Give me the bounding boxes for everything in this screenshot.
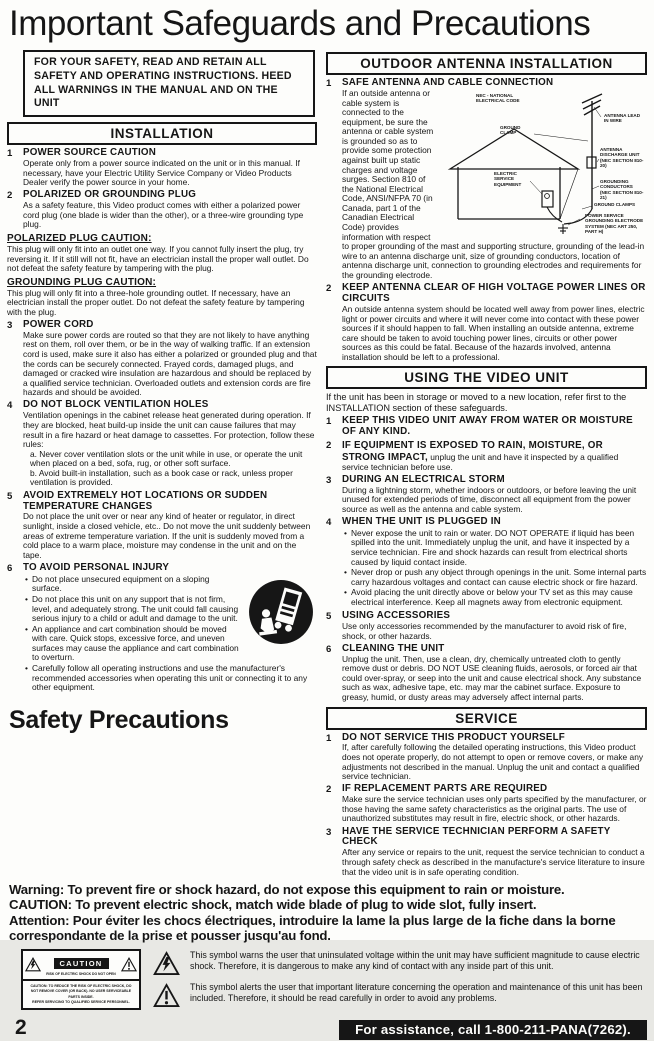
lightning-symbol-row (153, 950, 645, 976)
installation-header: INSTALLATION (7, 122, 317, 145)
item-text: After any service or repairs to the unit, request the service technician to conduct a through safety check as described in the manufacture's service literature to insure that the video unit is in safe operating condition. (342, 847, 645, 877)
exclamation-triangle-icon (121, 957, 137, 972)
item-heading: USING ACCESSORIES (342, 610, 451, 622)
grounding-plug-caution-heading: GROUNDING PLUG CAUTION: (7, 276, 157, 288)
service-item-3 (326, 827, 647, 878)
item-number: 5 (7, 490, 13, 502)
item-text: Operate only from a power source indicated on the unit or in this manual. If necessary, have your Electric Utility Service Company or Video Products Dealer verify the power source in your home. (23, 158, 300, 188)
attention-line: Attention: Pour éviter les chocs électriques, introduire la lame la plus large de la fiche dans la borne correspondante de la prise et pousser jusqu'au fond. (9, 912, 616, 944)
warning-line: Warning: To prevent fire or shock hazard, do not expose this equipment to rain or moisture. (9, 881, 565, 897)
item-heading: DO NOT BLOCK VENTILATION HOLES (23, 399, 209, 411)
grounding-plug-caution-text: This plug will only fit into a three-hole grounding outlet. If necessary, have an electrician install the proper outlet. Do not defeat the safety feature by tampering with the plug. (7, 287, 305, 317)
bullet-item: • Carefully follow all operating instructions and use the manufacturer's recommended accessories when operating this unit or connecting it to any other equipment. (25, 664, 317, 693)
item-number: 2 (326, 440, 332, 452)
using-item-1 (326, 416, 647, 438)
assistance-footer-bar: For assistance, call 1-800-211-PANA(7262). (339, 1020, 647, 1040)
bullet-item: • Do not place unsecured equipment on a sloping surface. (25, 575, 317, 594)
literature-symbol-text: This symbol alerts the user that important literature concerning the operation and maintenance of this unit has been included. Therefore, it should be read carefully in order to avoid any problems. (190, 981, 643, 1003)
item-text: Make sure the service technician uses only parts specified by the manufacturer, or those having the same safety characteristics as the original parts. The use of unauthorized substitutes may result in fire, electric shock, or other hazards. (342, 794, 647, 824)
item-heading: HAVE THE SERVICE TECHNICIAN PERFORM A SAFETY CHECK (342, 825, 611, 848)
item-text: As a safety feature, this Video product comes with either a polarized power cord plug (one blade is wider than the other), or a three-wire grounding type plug. (23, 200, 304, 230)
item-text: Make sure power cords are routed so that they are not likely to have anything rest on them, roll over them, or be in the way of walking traffic. If an extension cord is used, make sure it also has either a polarized or grounded plug and that the cords can be securely connected. Frayed cords, damaged plugs, and damaged or cracked wire insulation are hazardous and should be replaced by a qualified service technician. Overloaded outlets and extension cords are fire hazards and should be avoided. (23, 329, 317, 398)
installation-item-2 (7, 190, 317, 230)
polarized-plug-caution-text: This plug will only fit into an outlet one way. If you cannot fully insert the plug, try reversing it. If it still will not fit, have an electrician install the proper wall outlet. Do not defeat the safety feature by tampering with the plug. (7, 243, 309, 274)
item-number: 1 (7, 148, 13, 160)
item-text: An outside antenna system should be located well away from power lines, electric light or power circuits and where it will never come into contact with these power sources if it should happen to fall. When installing an outside antenna, extreme care should be taken to avoid touching power lines, circuits or other power sources as this could be fatal. Because of the hazards involved, antenna installation should be left to a professional. (342, 303, 645, 362)
two-column-layout (7, 48, 647, 880)
item-number: 5 (326, 611, 332, 623)
installation-item-1 (7, 148, 317, 188)
outdoor-item-1 (326, 78, 647, 281)
page-footer (7, 1014, 647, 1041)
item-text: During a lightning storm, whether indoors or outdoors, or before leaving the unit unused for extended periods of time, disconnect all equipment from the power source as well as the antenna and cable system. (342, 484, 637, 514)
diagram-label-electric-service: ELECTRIC SERVICE EQUIPMENT (494, 170, 522, 187)
item-text: Unplug the unit. Then, use a clean, dry, chemically untreated cloth to gently remove dust or debris. DO NOT USE cleaning fluids, aerosols, or forced air that could over-spray, or seep into the unit and cause electrical shock. Any substance such as wax, adhesive tape, etc. may mar the cabinet surface. Exposure to greasy, humid, or dusty areas may adversely affect internal parts. (342, 653, 642, 702)
warning-statements (9, 882, 647, 944)
personal-injury-bullets (23, 575, 317, 693)
item-text: Do not place the unit over or near any kind of heater or regulator, in direct sunlight, inside a closed vehicle, etc.. Do not move the unit suddenly between areas of extreme temperature variation. If the unit is suddenly moved from a cold place to a warm place, moisture may condense in the unit and on the tape. (23, 511, 311, 560)
page-title: Important Safeguards and Precautions (9, 4, 591, 43)
lightning-triangle-icon (25, 957, 41, 972)
item-text: If, after carefully following the detailed operating instructions, this Video product does not operate properly, do not attempt to open or remove covers, or make any adjustments not described in the manual. Unplug the unit and contact a qualified service technician. (342, 742, 644, 782)
item-heading: SAFE ANTENNA AND CABLE CONNECTION (342, 77, 554, 88)
installation-item-3 (7, 320, 317, 398)
diagram-label-lead-in: ANTENNA LEAD IN WIRE (604, 112, 641, 124)
item-number: 2 (7, 190, 13, 202)
installation-item-4 (7, 400, 317, 488)
caution-label-title: CAUTION (54, 958, 109, 969)
outdoor-item-2 (326, 283, 647, 362)
item-heading: POLARIZED OR GROUNDING PLUG (23, 189, 197, 201)
diagram-label-discharge-unit: ANTENNA DISCHARGE UNIT (NEC SECTION 810-20) (600, 146, 644, 168)
item-heading: KEEP ANTENNA CLEAR OF HIGH VOLTAGE POWER LINES OR CIRCUITS (342, 282, 646, 304)
item-number: 1 (326, 78, 332, 89)
caution-line: CAUTION: To prevent electric shock, match wide blade of plug to wide slot, fully insert. (9, 897, 537, 913)
item-number: 2 (326, 784, 332, 796)
item-number: 4 (7, 400, 13, 412)
right-column (326, 48, 647, 880)
bullet-item: • Do not place this unit on any support that is not firm, level, and adequately strong. The unit could fall causing serious injury to a child or adult and damage to the unit. (25, 595, 317, 624)
exclamation-triangle-icon (153, 983, 180, 1008)
using-item-2 (326, 440, 647, 472)
service-header: SERVICE (326, 707, 647, 730)
caution-label-subtitle: RISK OF ELECTRIC SHOCK DO NOT OPEN (46, 971, 116, 976)
safety-notice-box: FOR YOUR SAFETY, READ AND RETAIN ALL SAFETY AND OPERATING INSTRUCTIONS. HEED ALL WARNINGS IN THE MANUAL AND ON THE UNIT (23, 50, 315, 117)
using-video-unit-header: USING THE VIDEO UNIT (326, 366, 647, 389)
bullet-item: • Never drop or push any object through openings in the unit. Some internal parts carry hazardous voltages and contact can cause electric shock or fire hazard. (344, 568, 647, 587)
item-text: Ventilation openings in the cabinet release heat generated during operation. If they are blocked, heat build-up inside the unit can cause failures that may result in a fire hazard or heat damage to cassettes. For protection, follow these rules: (23, 410, 315, 450)
bottom-row (21, 949, 645, 1014)
item-heading: POWER SOURCE CAUTION (23, 147, 156, 159)
item-number: 6 (326, 643, 332, 655)
ventilation-rule-a: a. Never cover ventilation slots or the unit while in use, or operate the unit when placed on a bed, sofa, rug, or other soft surface. (30, 448, 303, 469)
lightning-triangle-icon (153, 951, 180, 976)
caution-label-top (23, 951, 139, 981)
using-item-6 (326, 644, 647, 703)
diagram-label-power-service: POWER SERVICE GROUNDING ELECTRODE SYSTEM (NEC ART 250, PART H) (585, 212, 644, 234)
polarized-plug-caution-heading: POLARIZED PLUG CAUTION: (7, 232, 152, 244)
item-text-part2: size of grounding conductors, location of antenna discharge unit, connection to grounding electrodes and requirements for the grounding electrode. (342, 250, 642, 280)
outdoor-antenna-header: OUTDOOR ANTENNA INSTALLATION (326, 52, 647, 75)
antenna-grounding-diagram (442, 89, 647, 239)
item-text-continuation: unplug the unit and have it inspected by a qualified service technician before use. (342, 451, 619, 472)
using-item-3 (326, 475, 647, 515)
symbol-explanations (153, 949, 645, 1014)
item-heading: DO NOT SERVICE THIS PRODUCT YOURSELF (342, 731, 565, 743)
item-number: 1 (326, 415, 332, 427)
service-item-1 (326, 733, 647, 782)
item-heading: IF REPLACEMENT PARTS ARE REQUIRED (342, 783, 548, 795)
bullet-item: • Never expose the unit to rain or water. DO NOT OPERATE if liquid has been spilled into the unit. Immediately unplug the unit, and have it inspected by a service technician. Fire and shock hazards can result from electrical shorts caused by liquid contact inside. (344, 529, 647, 567)
item-heading: CLEANING THE UNIT (342, 642, 445, 654)
item-heading: TO AVOID PERSONAL INJURY (23, 561, 170, 573)
item-number: 2 (326, 283, 332, 295)
item-text: Use only accessories recommended by the manufacturer to avoid risk of fire, shock, or other hazards. (342, 621, 627, 641)
diagram-label-nec: NEC - NATIONAL ELECTRICAL CODE (476, 92, 520, 104)
bullet-item: • Avoid placing the unit directly above or below your TV set as this may cause electrical interference. Keep all magnets away from electronic equipment. (344, 588, 647, 607)
safety-precautions-heading: Safety Precautions (9, 705, 229, 734)
caution-label (21, 949, 141, 1010)
item-heading: WHEN THE UNIT IS PLUGGED IN (342, 515, 501, 527)
item-number: 3 (7, 319, 13, 331)
diagram-label-ground-clamps: GROUND CLAMPS (594, 201, 636, 207)
bullet-item: • An appliance and cart combination should be moved with care. Quick stops, excessive force, and uneven surfaces may cause the appliance and cart combination to overturn. (25, 625, 317, 663)
service-item-2 (326, 784, 647, 824)
plugged-in-bullets (342, 529, 647, 608)
diagram-label-grounding-conductors: GROUNDING CONDUCTORS (NEC SECTION 810-21) (600, 178, 644, 200)
item-text (342, 440, 647, 472)
caution-label-body (23, 981, 139, 1008)
item-number: 3 (326, 826, 332, 838)
item-heading: IF EQUIPMENT IS EXPOSED TO RAIN, MOISTURE, OR STRONG IMPACT, (342, 440, 603, 463)
installation-item-5 (7, 491, 317, 561)
lightning-symbol-text: This symbol warns the user that uninsulated voltage within the unit may have sufficient magnitude to cause electric shock. Therefore, it is dangerous to make any kind of contact with any inside part of this unit. (190, 949, 640, 971)
item-text-part1: If an outside antenna or cable system is connected to the equipment, be sure the antenna or cable system is grounded so as to provide some protection against built up static charges and voltage surges. Section 810 of the National Electrical Code, ANSI/NFPA 70 (in Canada, part 1 of the Canadian Electrical Code) provides information with respect to proper grounding of the mast and supporting structure, grounding of the lead-in wire to an antenna discharge unit, (342, 87, 645, 261)
item-heading: DURING AN ELECTRICAL STORM (342, 473, 505, 485)
item-heading: AVOID EXTREMELY HOT LOCATIONS OR SUDDEN TEMPERATURE CHANGES (23, 489, 268, 512)
item-heading: POWER CORD (23, 318, 94, 330)
using-item-5 (326, 611, 647, 641)
diagram-label-ground-clamp: GROUND CLAMP (500, 124, 521, 136)
item-number: 3 (326, 474, 332, 486)
left-column (7, 48, 317, 880)
installation-item-6 (7, 563, 317, 694)
using-intro: If the unit has been in storage or moved to a new location, refer first to the INSTALLATION section of these safeguards. (326, 392, 627, 413)
item-number: 4 (326, 516, 332, 528)
caution-label-text-1: CAUTION: TO REDUCE THE RISK OF ELECTRIC SHOCK, DO NOT REMOVE COVER (OR BACK). NO USER SERVICEABLE PARTS INSIDE. (30, 984, 132, 999)
item-number: 6 (7, 562, 13, 574)
item-number: 1 (326, 732, 332, 744)
ventilation-rule-b: b. Avoid built-in installation, such as a book case or rack, unless proper ventilation is provided. (30, 467, 293, 488)
literature-symbol-row (153, 982, 645, 1008)
using-item-4 (326, 517, 647, 609)
item-heading: KEEP THIS VIDEO UNIT AWAY FROM WATER OR MOISTURE OF ANY KIND. (342, 414, 633, 437)
page-number: 2 (15, 1015, 27, 1039)
caution-label-text-2: REFER SERVICING TO QUALIFIED SERVICE PERSONNEL. (32, 999, 130, 1004)
